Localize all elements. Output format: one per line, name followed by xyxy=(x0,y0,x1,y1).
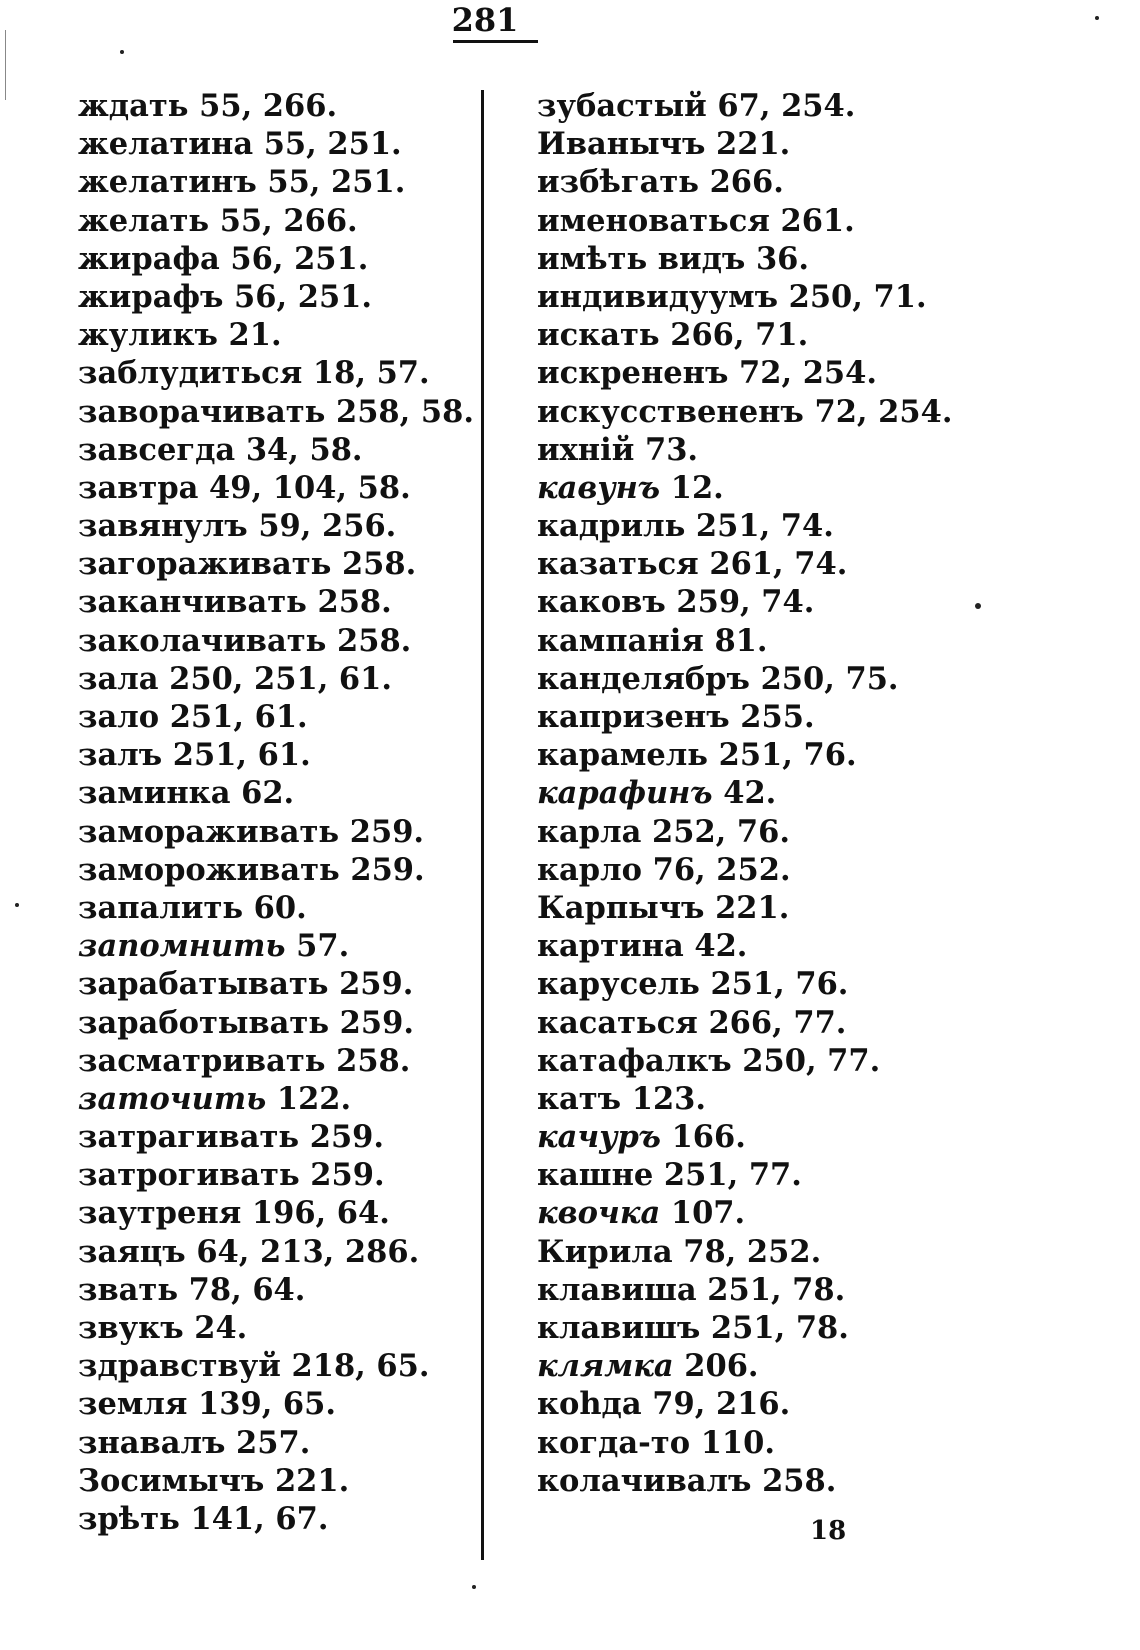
index-entry xyxy=(78,1271,474,1309)
index-entry xyxy=(537,1042,952,1080)
index-entry-page-refs: 123. xyxy=(631,1080,707,1117)
index-entry-page-refs: 55, 266. xyxy=(199,88,338,124)
index-entry-page-refs: 259. xyxy=(350,851,425,888)
index-entry-page-refs: 55, 251. xyxy=(267,164,406,201)
index-entry-word: завянулъ xyxy=(78,508,248,545)
index-entry xyxy=(537,774,952,812)
index-entry xyxy=(537,660,952,698)
index-entry xyxy=(537,1424,952,1462)
index-entry-word: качуръ xyxy=(537,1119,661,1156)
index-entry xyxy=(537,125,952,163)
index-entry xyxy=(537,354,952,392)
index-entry-page-refs: 251, 61. xyxy=(169,699,308,735)
index-entry xyxy=(537,1194,952,1232)
index-entry-word: желать xyxy=(78,202,210,239)
index-entry xyxy=(78,1194,474,1232)
index-entry-word: имѣть видъ xyxy=(537,240,746,277)
page-edge-mark xyxy=(5,30,6,100)
index-entry-page-refs: 259. xyxy=(339,1004,414,1041)
index-entry-page-refs: 57. xyxy=(296,928,350,965)
index-entry xyxy=(537,469,952,507)
index-entry-word: Кирила xyxy=(537,1233,673,1270)
index-entry xyxy=(78,1500,474,1538)
index-entry-page-refs: 250, 75. xyxy=(760,660,899,697)
index-entry-page-refs: 55, 251. xyxy=(263,126,402,163)
index-entry xyxy=(78,1004,474,1042)
index-entry xyxy=(537,393,952,431)
index-entry xyxy=(537,736,952,774)
index-entry-word: заточить xyxy=(78,1080,267,1117)
print-speck xyxy=(1095,16,1099,20)
page-number: 281 xyxy=(451,1,519,39)
index-entry-page-refs: 258. xyxy=(336,1042,411,1079)
index-entry-word: избѣгать xyxy=(537,164,699,201)
index-entry-word: замораживать xyxy=(78,813,340,850)
index-entry-word: клямка xyxy=(537,1348,674,1385)
index-entry-word: квочка xyxy=(537,1195,661,1232)
index-column-right xyxy=(537,87,952,1500)
index-entry-word: зала xyxy=(78,660,159,697)
index-entry-word: запомнить xyxy=(78,928,286,965)
index-entry xyxy=(537,813,952,851)
index-entry-word: засматривать xyxy=(78,1042,326,1079)
index-entry-page-refs: 251, 78. xyxy=(707,1271,846,1308)
index-entry-page-refs: 34, 58. xyxy=(245,431,363,468)
index-entry-word: карла xyxy=(537,813,642,850)
index-entry-word: затрогивать xyxy=(78,1157,300,1194)
index-entry xyxy=(78,202,474,240)
index-entry-word: кампанія xyxy=(537,622,704,659)
index-entry-word: жуликъ xyxy=(78,317,218,354)
index-entry-word: кадриль xyxy=(537,508,686,545)
index-entry xyxy=(78,660,474,698)
index-entry-word: заканчивать xyxy=(78,584,307,621)
index-entry-word: Зосимычъ xyxy=(78,1462,265,1499)
index-entry-page-refs: 259. xyxy=(339,966,414,1003)
index-entry xyxy=(78,774,474,812)
index-entry xyxy=(78,851,474,889)
index-entry xyxy=(78,813,474,851)
index-entry-page-refs: 218, 65. xyxy=(291,1348,430,1385)
index-entry-word: заминка xyxy=(78,775,231,812)
index-entry-word: ждать xyxy=(78,88,189,124)
index-entry-page-refs: 261. xyxy=(780,202,855,239)
index-entry-page-refs: 251, 78. xyxy=(710,1310,849,1346)
index-entry-word: зало xyxy=(78,699,160,735)
index-entry-word: колачивалъ xyxy=(537,1462,752,1499)
index-entry xyxy=(537,1347,952,1385)
index-entry-word: залъ xyxy=(78,737,163,774)
index-entry xyxy=(78,431,474,469)
index-entry-word: земля xyxy=(78,1386,188,1423)
index-entry xyxy=(78,1233,474,1271)
index-entry-page-refs: 12. xyxy=(670,469,724,506)
index-entry-page-refs: 55, 266. xyxy=(219,202,358,239)
index-entry-page-refs: 251, 74. xyxy=(695,508,834,545)
index-entry xyxy=(537,1271,952,1309)
index-entry-page-refs: 258. xyxy=(337,622,412,659)
index-entry-word: когда-то xyxy=(537,1424,691,1461)
index-entry xyxy=(78,1424,474,1462)
index-entry-word: катафалкъ xyxy=(537,1042,732,1079)
index-entry-word: заблудиться xyxy=(78,355,303,392)
index-entry-word: кавунъ xyxy=(537,469,661,506)
index-entry xyxy=(78,1118,474,1156)
index-entry-page-refs: 73. xyxy=(644,431,699,468)
index-entry xyxy=(537,927,952,965)
index-entry xyxy=(537,1156,952,1194)
index-entry-word: жирафа xyxy=(78,240,220,277)
index-entry xyxy=(78,583,474,621)
index-entry xyxy=(537,1462,952,1500)
index-entry xyxy=(537,1233,952,1271)
index-entry xyxy=(537,965,952,1003)
index-entry-word: заколачивать xyxy=(78,622,327,659)
index-entry-word: Карпычъ xyxy=(537,889,705,926)
index-entry-word: карло xyxy=(537,851,642,888)
index-entry xyxy=(78,927,474,965)
index-entry-page-refs: 258. xyxy=(317,584,392,621)
index-entry-page-refs: 122. xyxy=(276,1080,352,1117)
index-entry-page-refs: 251, 76. xyxy=(710,966,849,1003)
index-entry-page-refs: 259. xyxy=(310,1157,385,1194)
index-entry xyxy=(537,202,952,240)
index-entry-word: здравствуй xyxy=(78,1348,281,1385)
index-entry xyxy=(537,1385,952,1423)
index-entry-word: искать xyxy=(537,317,660,354)
index-entry xyxy=(78,125,474,163)
index-entry xyxy=(537,87,952,125)
index-entry-word: запалить xyxy=(78,889,244,926)
index-entry-page-refs: 221. xyxy=(716,126,791,163)
index-entry-word: клавиша xyxy=(537,1271,697,1308)
index-entry-page-refs: 56, 251. xyxy=(230,240,369,277)
index-entry xyxy=(537,507,952,545)
index-entry xyxy=(78,469,474,507)
index-entry xyxy=(537,1080,952,1118)
print-speck xyxy=(472,1585,476,1589)
index-entry-page-refs: 60. xyxy=(253,889,307,926)
index-entry-page-refs: 259. xyxy=(309,1119,385,1156)
index-entry-word: завтра xyxy=(78,469,199,506)
index-entry-page-refs: 257. xyxy=(236,1424,311,1461)
index-entry-page-refs: 166. xyxy=(671,1119,746,1156)
index-entry-word: Иванычъ xyxy=(537,126,706,163)
index-entry-word: индивидуумъ xyxy=(537,278,778,315)
index-entry xyxy=(78,316,474,354)
index-entry-page-refs: 110. xyxy=(700,1424,775,1461)
index-entry xyxy=(78,163,474,201)
index-entry xyxy=(537,316,952,354)
index-entry xyxy=(78,507,474,545)
index-entry-page-refs: 221. xyxy=(715,889,790,926)
index-entry-page-refs: 81. xyxy=(714,622,768,659)
index-entry xyxy=(78,1462,474,1500)
index-entry-page-refs: 141, 67. xyxy=(190,1500,329,1537)
index-entry-page-refs: 251, 77. xyxy=(663,1157,802,1194)
index-entry-page-refs: 259. xyxy=(349,813,425,850)
index-entry-page-refs: 62. xyxy=(241,775,295,812)
index-entry xyxy=(78,545,474,583)
index-entry-page-refs: 18, 57. xyxy=(312,355,430,392)
index-entry-page-refs: 76, 252. xyxy=(652,851,791,888)
print-speck xyxy=(975,603,981,609)
index-entry-page-refs: 139, 65. xyxy=(198,1386,336,1423)
index-entry-page-refs: 266, 71. xyxy=(670,317,809,354)
index-entry xyxy=(537,1118,952,1156)
index-entry-word: звукъ xyxy=(78,1310,184,1346)
header-rule xyxy=(453,40,538,43)
print-speck xyxy=(120,50,124,54)
index-entry-word: капризенъ xyxy=(537,699,730,735)
index-entry-page-refs: 56, 251. xyxy=(234,278,373,315)
index-entry-page-refs: 258, 58. xyxy=(335,393,474,430)
index-entry-page-refs: 79, 216. xyxy=(652,1386,791,1423)
index-entry-page-refs: 64, 213, 286. xyxy=(196,1233,420,1270)
index-entry-word: картина xyxy=(537,928,684,965)
index-entry xyxy=(78,698,474,736)
index-entry xyxy=(537,278,952,316)
index-entry xyxy=(78,1309,474,1347)
index-entry-page-refs: 107. xyxy=(670,1195,746,1232)
index-entry-page-refs: 221. xyxy=(274,1462,350,1499)
index-entry xyxy=(78,393,474,431)
index-entry xyxy=(537,583,952,621)
index-entry-page-refs: 266. xyxy=(709,164,784,201)
index-entry-page-refs: 255. xyxy=(740,699,815,735)
index-entry xyxy=(78,736,474,774)
index-entry-word: казаться xyxy=(537,546,699,583)
index-entry-page-refs: 250, 71. xyxy=(788,278,927,315)
index-entry-page-refs: 266, 77. xyxy=(708,1004,847,1041)
index-entry-page-refs: 59, 256. xyxy=(258,508,397,545)
index-entry-page-refs: 36. xyxy=(755,240,810,277)
index-entry-word: завсегда xyxy=(78,431,236,468)
index-entry-word: карафинъ xyxy=(537,775,713,812)
index-entry-page-refs: 49, 104, 58. xyxy=(209,469,411,506)
index-column-left xyxy=(78,87,474,1538)
index-entry-word: заработывать xyxy=(78,1004,330,1041)
index-entry-word: зубастый xyxy=(537,88,707,124)
index-entry-word: карусель xyxy=(537,966,700,1003)
index-entry-page-refs: 259, 74. xyxy=(676,584,815,621)
index-entry-page-refs: 258. xyxy=(762,1462,837,1499)
index-entry-word: знавалъ xyxy=(78,1424,226,1461)
index-entry xyxy=(78,1385,474,1423)
index-entry xyxy=(537,1004,952,1042)
index-entry-word: искрененъ xyxy=(537,355,729,392)
index-entry xyxy=(78,1042,474,1080)
index-entry-word: заяцъ xyxy=(78,1233,186,1270)
print-speck xyxy=(15,903,19,907)
index-entry xyxy=(78,1156,474,1194)
index-entry xyxy=(537,622,952,660)
index-entry-word: желатинъ xyxy=(78,164,257,201)
index-entry-word: желатина xyxy=(78,126,254,163)
index-entry-word: заутреня xyxy=(78,1195,242,1232)
index-entry-page-refs: 72, 254. xyxy=(814,393,953,430)
index-entry-word: зарабатывать xyxy=(78,966,329,1003)
signature-mark: 18 xyxy=(810,1516,847,1546)
index-entry xyxy=(78,1347,474,1385)
index-entry-word: каковъ xyxy=(537,584,666,621)
index-entry-word: канделябръ xyxy=(537,660,750,697)
index-entry xyxy=(78,87,474,125)
index-entry-page-refs: 78, 252. xyxy=(683,1233,822,1270)
index-entry-page-refs: 21. xyxy=(228,317,282,354)
index-entry-page-refs: 252, 76. xyxy=(652,813,790,850)
index-entry xyxy=(537,698,952,736)
index-entry-page-refs: 251, 61. xyxy=(172,737,311,774)
index-entry-page-refs: 67, 254. xyxy=(717,88,856,124)
index-entry xyxy=(537,1309,952,1347)
index-entry-page-refs: 206. xyxy=(684,1348,759,1385)
index-entry xyxy=(78,889,474,927)
index-entry-page-refs: 261, 74. xyxy=(709,546,848,583)
index-entry xyxy=(78,965,474,1003)
index-entry-word: кашне xyxy=(537,1157,654,1194)
index-entry-page-refs: 72, 254. xyxy=(739,355,877,392)
index-entry-page-refs: 42. xyxy=(694,928,748,965)
index-entry xyxy=(537,851,952,889)
index-entry xyxy=(537,431,952,469)
index-entry-word: касаться xyxy=(537,1004,698,1041)
index-entry xyxy=(537,163,952,201)
index-entry-word: жирафъ xyxy=(78,278,224,315)
index-entry xyxy=(537,545,952,583)
index-entry-word: клавишъ xyxy=(537,1310,701,1346)
index-entry-word: зрѣть xyxy=(78,1500,180,1537)
index-entry xyxy=(78,240,474,278)
index-entry-page-refs: 258. xyxy=(341,546,417,583)
index-entry-word: искусствененъ xyxy=(537,393,804,430)
index-entry-word: заворачивать xyxy=(78,393,326,430)
index-entry-page-refs: 78, 64. xyxy=(188,1271,306,1308)
index-entry-word: катъ xyxy=(537,1080,622,1117)
index-entry-page-refs: 42. xyxy=(723,775,777,812)
index-entry xyxy=(537,889,952,927)
index-entry-word: карамель xyxy=(537,737,708,774)
index-entry xyxy=(78,278,474,316)
index-entry-page-refs: 196, 64. xyxy=(251,1195,390,1232)
index-entry-word: именоваться xyxy=(537,202,770,239)
index-entry-word: коhда xyxy=(537,1386,642,1423)
index-entry xyxy=(78,1080,474,1118)
index-entry-word: заморoживать xyxy=(78,851,340,888)
index-entry-word: ихній xyxy=(537,431,635,468)
index-entry xyxy=(537,240,952,278)
index-entry-page-refs: 251, 76. xyxy=(718,737,857,774)
index-entry-page-refs: 250, 251, 61. xyxy=(169,660,392,697)
index-entry-word: загораживать xyxy=(78,546,332,583)
index-entry-word: затрагивать xyxy=(78,1119,300,1156)
index-entry xyxy=(78,622,474,660)
index-entry-word: звать xyxy=(78,1271,179,1308)
column-divider xyxy=(481,90,484,1560)
index-entry-page-refs: 250, 77. xyxy=(742,1042,881,1079)
index-entry-page-refs: 24. xyxy=(194,1310,248,1346)
index-entry xyxy=(78,354,474,392)
